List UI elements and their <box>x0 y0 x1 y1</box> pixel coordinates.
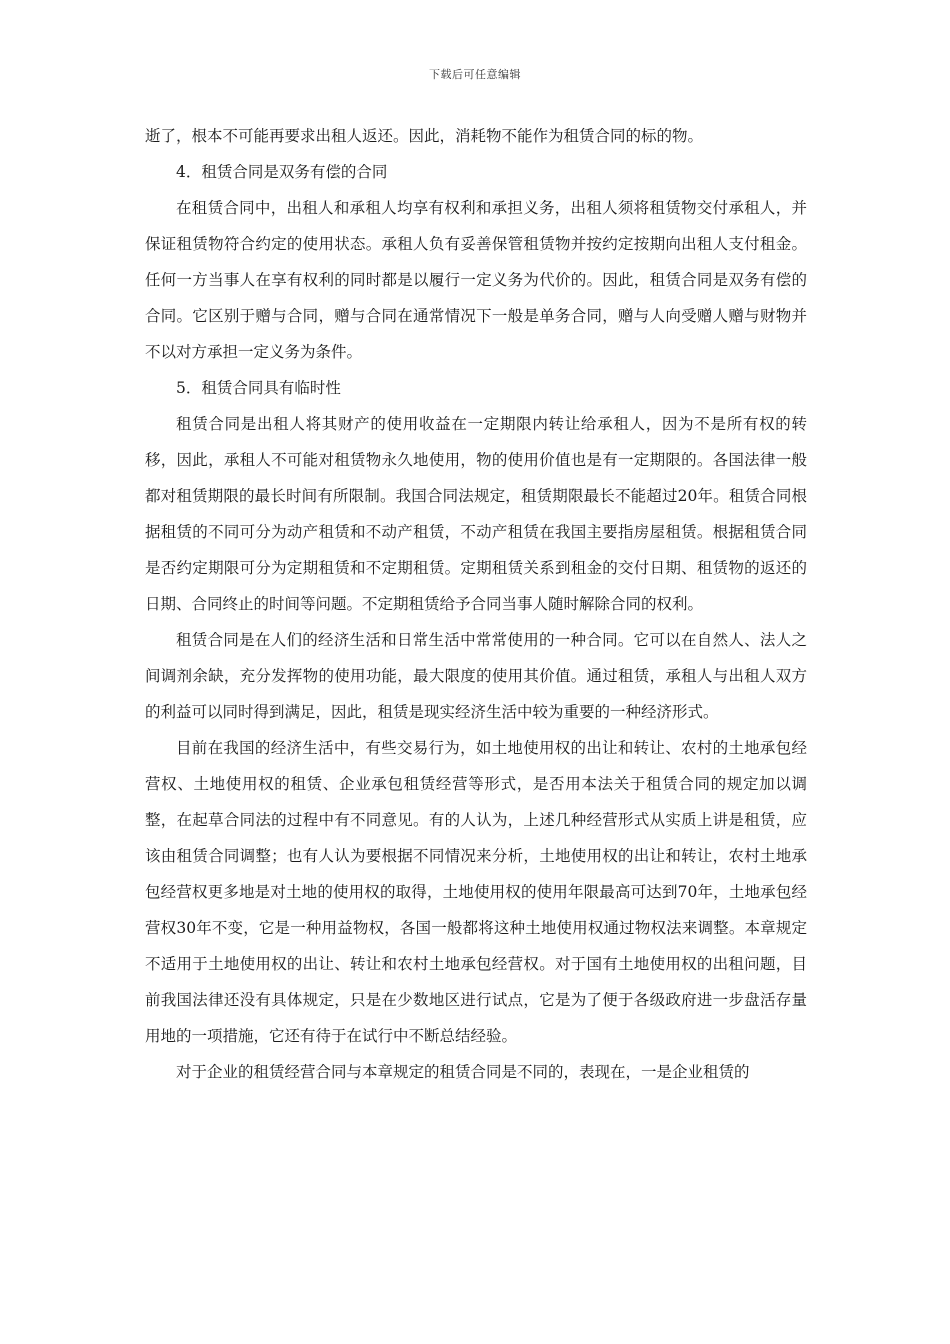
paragraph-land-use-rights: 目前在我国的经济生活中，有些交易行为，如土地使用权的出让和转让、农村的土地承包经营权、土地使用权的租赁、企业承包租赁经营等形式，是否用本法关于租赁合同的规定加以调整，在起草合同法的过程中有不同意见。有的人认为，上述几种经营形式从实质上讲是租赁，应该由租赁合同调整；也有人认为要根据不同情况来分析，土地使用权的出让和转让，农村土地承包经营权更多地是对土地的使用权的取得，土地使用权的使用年限最高可达到70年，土地承包经营权30年不变，它是一种用益物权，各国一般都将这种土地使用权通过物权法来调整。本章规定不适用于土地使用权的出让、转让和农村土地承包经营权。对于国有土地使用权的出租问题，目前我国法律还没有具体规定，只是在少数地区进行试点，它是为了便于各级政府进一步盘活存量用地的一项措施，它还有待于在试行中不断总结经验。 <box>145 739 807 1045</box>
paragraph-continued: 逝了，根本不可能再要求出租人返还。因此，消耗物不能作为租赁合同的标的物。 <box>145 127 704 145</box>
page-header: 下载后可任意编辑 <box>429 68 521 81</box>
document-body <box>145 118 807 1090</box>
section-heading-5: 5．租赁合同具有临时性 <box>176 379 341 397</box>
section-heading-4: 4．租赁合同是双务有偿的合同 <box>176 163 388 181</box>
paragraph-bilateral-contract: 在租赁合同中，出租人和承租人均享有权利和承担义务，出租人须将租赁物交付承租人，并保证租赁物符合约定的使用状态。承租人负有妥善保管租赁物并按约定按期向出租人支付租金。任何一方当事人在享有权利的同时都是以履行一定义务为代价的。因此，租赁合同是双务有偿的合同。它区别于赠与合同，赠与合同在通常情况下一般是单务合同，赠与人向受赠人赠与财物并不以对方承担一定义务为条件。 <box>145 199 807 361</box>
paragraph-enterprise-lease: 对于企业的租赁经营合同与本章规定的租赁合同是不同的，表现在，一是企业租赁的 <box>176 1063 750 1081</box>
paragraph-economic-role: 租赁合同是在人们的经济生活和日常生活中常常使用的一种合同。它可以在自然人、法人之间调剂余缺，充分发挥物的使用功能，最大限度的使用其价值。通过租赁，承租人与出租人双方的利益可以同时得到满足，因此，租赁是现实经济生活中较为重要的一种经济形式。 <box>145 631 807 721</box>
paragraph-temporary-nature: 租赁合同是出租人将其财产的使用收益在一定期限内转让给承租人，因为不是所有权的转移，因此，承租人不可能对租赁物永久地使用，物的使用价值也是有一定期限的。各国法律一般都对租赁期限的最长时间有所限制。我国合同法规定，租赁期限最长不能超过20年。租赁合同根据租赁的不同可分为动产租赁和不动产租赁，不动产租赁在我国主要指房屋租赁。根据租赁合同是否约定期限可分为定期租赁和不定期租赁。定期租赁关系到租金的交付日期、租赁物的返还的日期、合同终止的时间等问题。不定期租赁给予合同当事人随时解除合同的权利。 <box>145 415 807 613</box>
